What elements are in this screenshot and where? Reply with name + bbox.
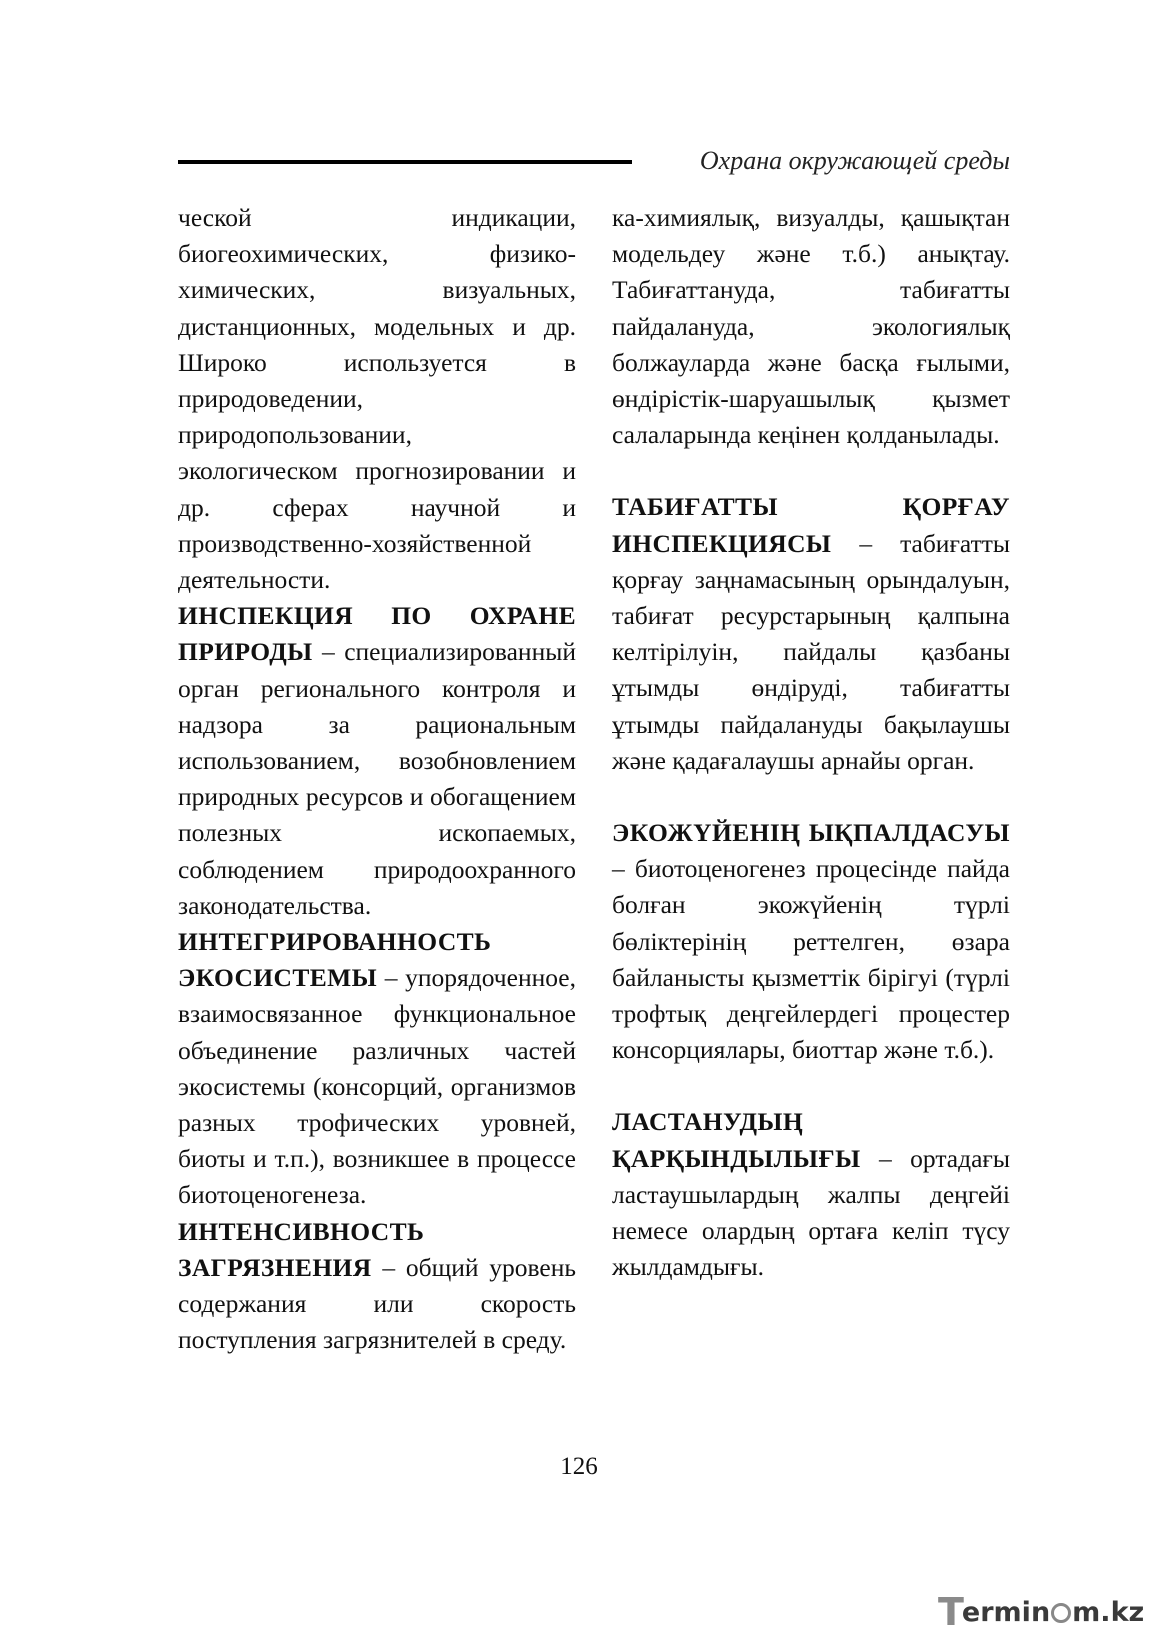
entry-definition: – ортадағы ластаушылардың жалпы деңгейі немесе олардың ортаға келіп түсу жылдамдығы. — [612, 1143, 1010, 1282]
entry-ecosystem-integration — [178, 924, 576, 1214]
right-continuation-text: ка-химиялық, визуалды, қашықтан модельдеу және т.б.) анықтау. Табиғаттануда, табиғатты пайдалануда, экологиялық болжауларда және басқа ғылыми, өндірістік-шаруашылық қызмет салаларында кеңінен қолданылады. — [612, 203, 1010, 450]
entry-definition: – табиғатты қорғау заңнамасының орындалуын, табиғат ресурстарының қалпына келтірілуін, пайдалы қазбаны ұтымды өндіруді, табиғатты ұтымды пайдалануды бақылаушы және қадағалаушы арнайы орган. — [612, 528, 1010, 775]
watermark-logo-letter: T — [938, 1590, 964, 1634]
entry-term: ТАБИҒАТТЫ ҚОРҒАУ ИНСПЕКЦИЯСЫ — [612, 492, 1010, 558]
entry-definition: – общий уровень содержания или скорость поступления загрязнителей в среду. — [178, 1252, 576, 1355]
entry-inspection-nature — [178, 598, 576, 924]
left-column — [178, 200, 576, 1359]
entry-definition: – упорядоченное, взаимосвязанное функциональное объединение различных частей экосистемы (консорций, организмов разных трофических уровней, биоты и т.п.), возникшее в процессе биотоценогенеза. — [178, 963, 576, 1210]
header-rule — [178, 160, 632, 164]
entry-term: ЛАСТАНУДЫҢ ҚАРҚЫНДЫЛЫҒЫ — [612, 1107, 861, 1173]
entry-definition: – специализированный орган регионального контроля и надзора за рациональным использованием, возобновлением природных ресурсов и обогащением полезных ископаемых, соблюдением природоохранного законодательства. — [178, 637, 576, 920]
watermark-text-start: ermin — [961, 1597, 1051, 1628]
entry-pollution-intensity — [178, 1214, 576, 1359]
termincom-watermark-logo — [938, 1590, 1145, 1634]
entry-term: ЭКОЖҮЙЕНІҢ ЫҚПАЛДАСУЫ — [612, 818, 1010, 848]
entry-term: ИНТЕНСИВНОСТЬ ЗАГРЯЗНЕНИЯ — [178, 1216, 425, 1282]
left-continuation-text: ческой индикации, биогеохимических, физико-химических, визуальных, дистанционных, модельных и др. Широко используется в природоведении, природопользовании, экологическом прогнозировании и др. сферах научной и производственно-хозяйственной деятельности. — [178, 203, 576, 595]
entry-term: ИНТЕГРИРОВАННОСТЬ ЭКОСИСТЕМЫ — [178, 927, 492, 993]
watermark-text-end: m.kz — [1072, 1597, 1145, 1628]
entry-definition: – биотоценогенез процесінде пайда болған экожүйенің түрлі бөліктерінің реттелген, өзара байланысты қызметтік бірігуі (түрлі трофтық деңгейлердегі процестер консорциялары, биоттар және т.б.). — [612, 854, 1010, 1065]
entry-kz-pollution-intensity — [612, 1104, 1010, 1285]
page-number: 126 — [560, 1453, 598, 1480]
right-column — [612, 200, 1010, 1285]
running-title: Охрана окружающей среды — [699, 146, 1010, 175]
entry-kz-ecosystem-integration — [612, 815, 1010, 1068]
magnifier-icon — [1051, 1603, 1071, 1623]
entry-term: ИНСПЕКЦИЯ ПО ОХРАНЕ ПРИРОДЫ — [178, 601, 576, 667]
entry-kz-inspection — [612, 489, 1010, 779]
